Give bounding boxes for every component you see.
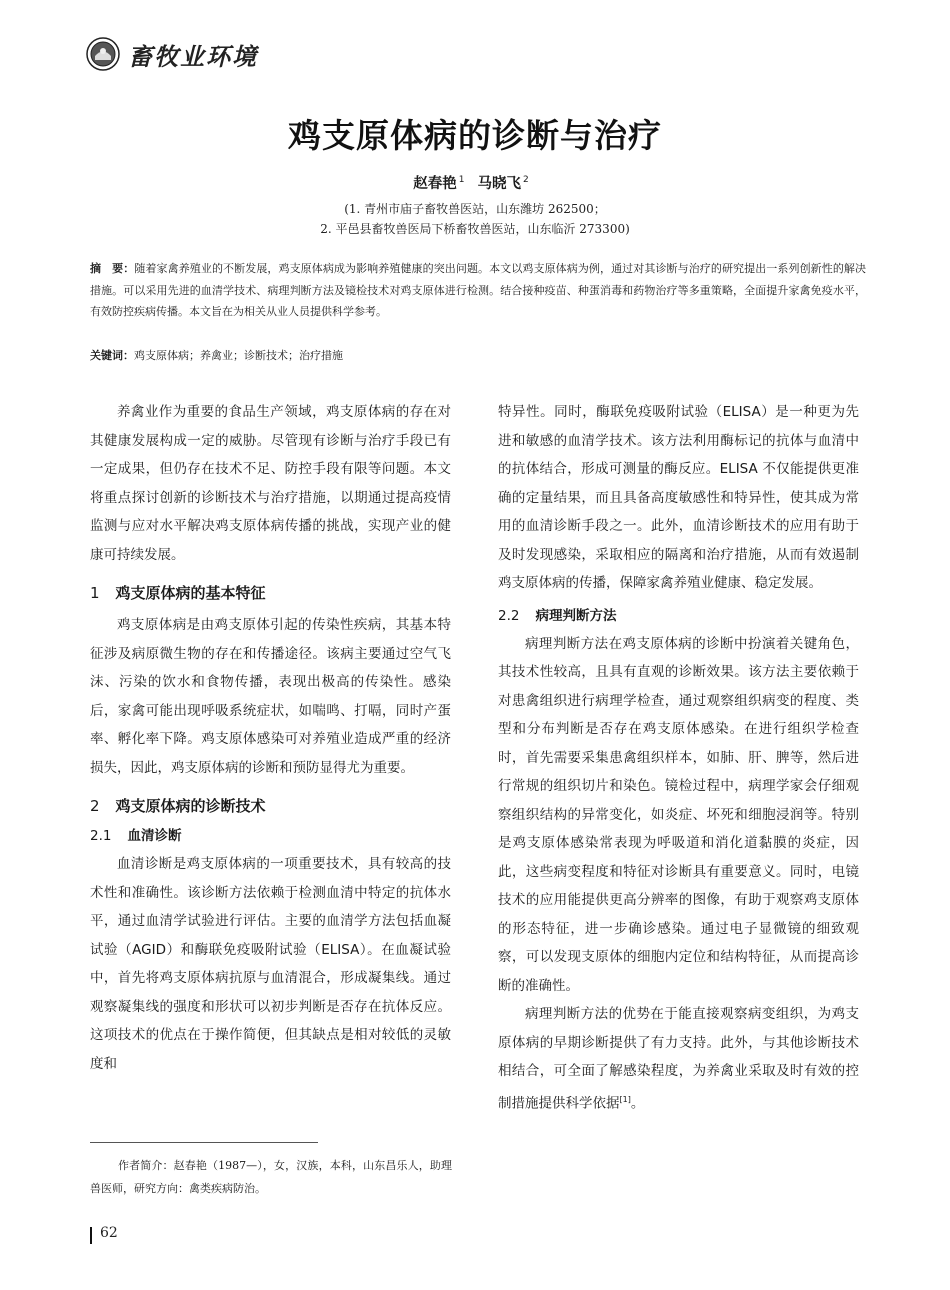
paragraph: 血清诊断是鸡支原体病的一项重要技术，具有较高的技术性和准确性。该诊断方法依赖于检测血清中特定的抗体水平，通过血清学试验进行评估。主要的血清学方法包括血凝试验（AGID）和酶联免疫吸附试验（ELISA）。在血凝试验中，首先将鸡支原体病抗原与血清混合，形成凝集线。通过观察凝集线的强度和形状可以初步判断是否存在抗体反应。这项技术的优点在于操作简便，但其缺点是相对较低的灵敏度和 — [90, 856, 451, 1072]
author-name: 马晓飞 — [477, 176, 522, 192]
paragraph-continued: 特异性。同时，酶联免疫吸附试验（ELISA）是一种更为先进和敏感的血清学技术。该方法利用酶标记的抗体与血清中的抗体结合，形成可测量的酶反应。ELISA 不仅能提供更准确的定量结果，而且具备高度敏感性和特异性，使其成为常用的血清诊断手段之一。此外，血清诊断技术的应用有助于及时发现感染，采取相应的隔离和治疗措施，从而有效遏制鸡支原体病的传播，保障家禽养殖业健康、稳定发展。 — [498, 404, 859, 591]
paragraph: 病理判断方法在鸡支原体病的诊断中扮演着关键角色，其技术性较高，且具有直观的诊断效果。该方法主要依赖于对患禽组织进行病理学检查，通过观察组织病变的程度、类型和分布判断是否存在鸡支原体感染。在进行组织学检查时，首先需要采集患禽组织样本，如肺、肝、脾等，然后进行常规的组织切片和染色。镜检过程中，病理学家会仔细观察组织结构的异常变化，如炎症、坏死和细胞浸润等。特别是鸡支原体感染常表现为呼吸道和消化道黏膜的炎症，因此，这些病变程度和特征对诊断具有重要意义。同时，电镜技术的应用能提供更高分辨率的图像，有助于观察鸡支原体的形态特征，进一步确诊感染。通过电子显微镜的细致观察，可以发现支原体的细胞内定位和结构特征，从而提高诊断的准确性。 — [498, 635, 859, 994]
subsection-number: 2.1 — [90, 828, 112, 844]
section-heading — [90, 794, 451, 818]
subsection-heading — [498, 604, 859, 628]
author-name: 赵春艳 — [413, 176, 457, 192]
author-affil-mark: 1 — [458, 175, 465, 186]
citation-ref: [1] — [619, 1094, 631, 1104]
abstract-text: 随着家禽养殖业的不断发展，鸡支原体病成为影响养殖健康的突出问题。本文以鸡支原体病为例，通过对其诊断与治疗的研究提出一系列创新性的解决措施。可以采用先进的血清学技术、病理判断方法及镜检技术对鸡支原体进行检测。结合接种疫苗、种蛋消毒和药物治疗等多重策略，全面提升家禽免疫水平，有效防控疾病传播。本文旨在为相关从业人员提供科学参考。 — [90, 262, 867, 318]
abstract — [90, 258, 866, 323]
intro-paragraph: 养禽业作为重要的食品生产领域，鸡支原体病的存在对其健康发展构成一定的威胁。尽管现有诊断与治疗手段已有一定成果，但仍存在技术不足、防控手段有限等问题。本文将重点探讨创新的诊断技术与治疗措施，以期通过提高疫情监测与应对水平解决鸡支原体病传播的挑战，实现产业的健康可持续发展。 — [90, 404, 451, 563]
paragraph-text: 病理判断方法的优势在于能直接观察病变组织，为鸡支原体病的早期诊断提供了有力支持。此外，与其他诊断技术相结合，可全面了解感染程度，为养禽业采取及时有效的控制措施提供科学依据 — [498, 1006, 859, 1111]
section-heading — [90, 581, 451, 605]
section-title: 鸡支原体病的诊断技术 — [115, 797, 266, 815]
journal-name: 畜牧业环境 — [128, 41, 258, 71]
keywords-label: 关键词： — [90, 349, 134, 362]
abstract-label: 摘 要： — [90, 262, 135, 275]
affiliation-line: (1. 青州市庙子畜牧兽医站，山东潍坊 262500； — [344, 202, 606, 216]
section-title: 鸡支原体病的基本特征 — [115, 584, 266, 602]
subsection-title: 血清诊断 — [127, 828, 182, 844]
section-number: 1 — [90, 584, 100, 602]
footnote-rule — [90, 1142, 318, 1143]
subsection-number: 2.2 — [498, 607, 520, 624]
subsection-heading — [90, 824, 451, 848]
paragraph — [498, 1000, 859, 1118]
page-number-bar — [90, 1227, 92, 1244]
journal-header — [86, 34, 258, 74]
author-footnote: 作者简介：赵春艳（1987—），女，汉族，本科，山东昌乐人，助理兽医师，研究方向：禽类疾病防治。 — [90, 1159, 452, 1195]
paragraph: 鸡支原体病是由鸡支原体引起的传染性疾病，其基本特征涉及病原微生物的存在和传播途径。该病主要通过空气飞沫、污染的饮水和食物传播，表现出极高的传染性。感染后，家禽可能出现呼吸系统症状，如喘鸣、打嗝，同时产蛋率、孵化率下降。鸡支原体感染可对养殖业造成严重的经济损失，因此，鸡支原体病的诊断和预防显得尤为重要。 — [90, 617, 451, 776]
journal-seal-icon — [86, 37, 120, 71]
keywords — [90, 345, 866, 366]
section-number: 2 — [90, 797, 100, 815]
body-column-left — [90, 398, 451, 1078]
keywords-text: 鸡支原体病；养禽业；诊断技术；治疗措施 — [134, 349, 343, 362]
page-number: 62 — [100, 1225, 118, 1241]
subsection-title: 病理判断方法 — [535, 607, 617, 624]
paragraph-end: 。 — [630, 1095, 645, 1111]
author-affil-mark: 2 — [523, 175, 529, 186]
author-list — [0, 172, 950, 193]
body-column-right — [498, 398, 859, 1118]
affiliation-line: 2. 平邑县畜牧兽医局下桥畜牧兽医站，山东临沂 273300) — [320, 222, 630, 236]
article-title: 鸡支原体病的诊断与治疗 — [288, 116, 662, 155]
